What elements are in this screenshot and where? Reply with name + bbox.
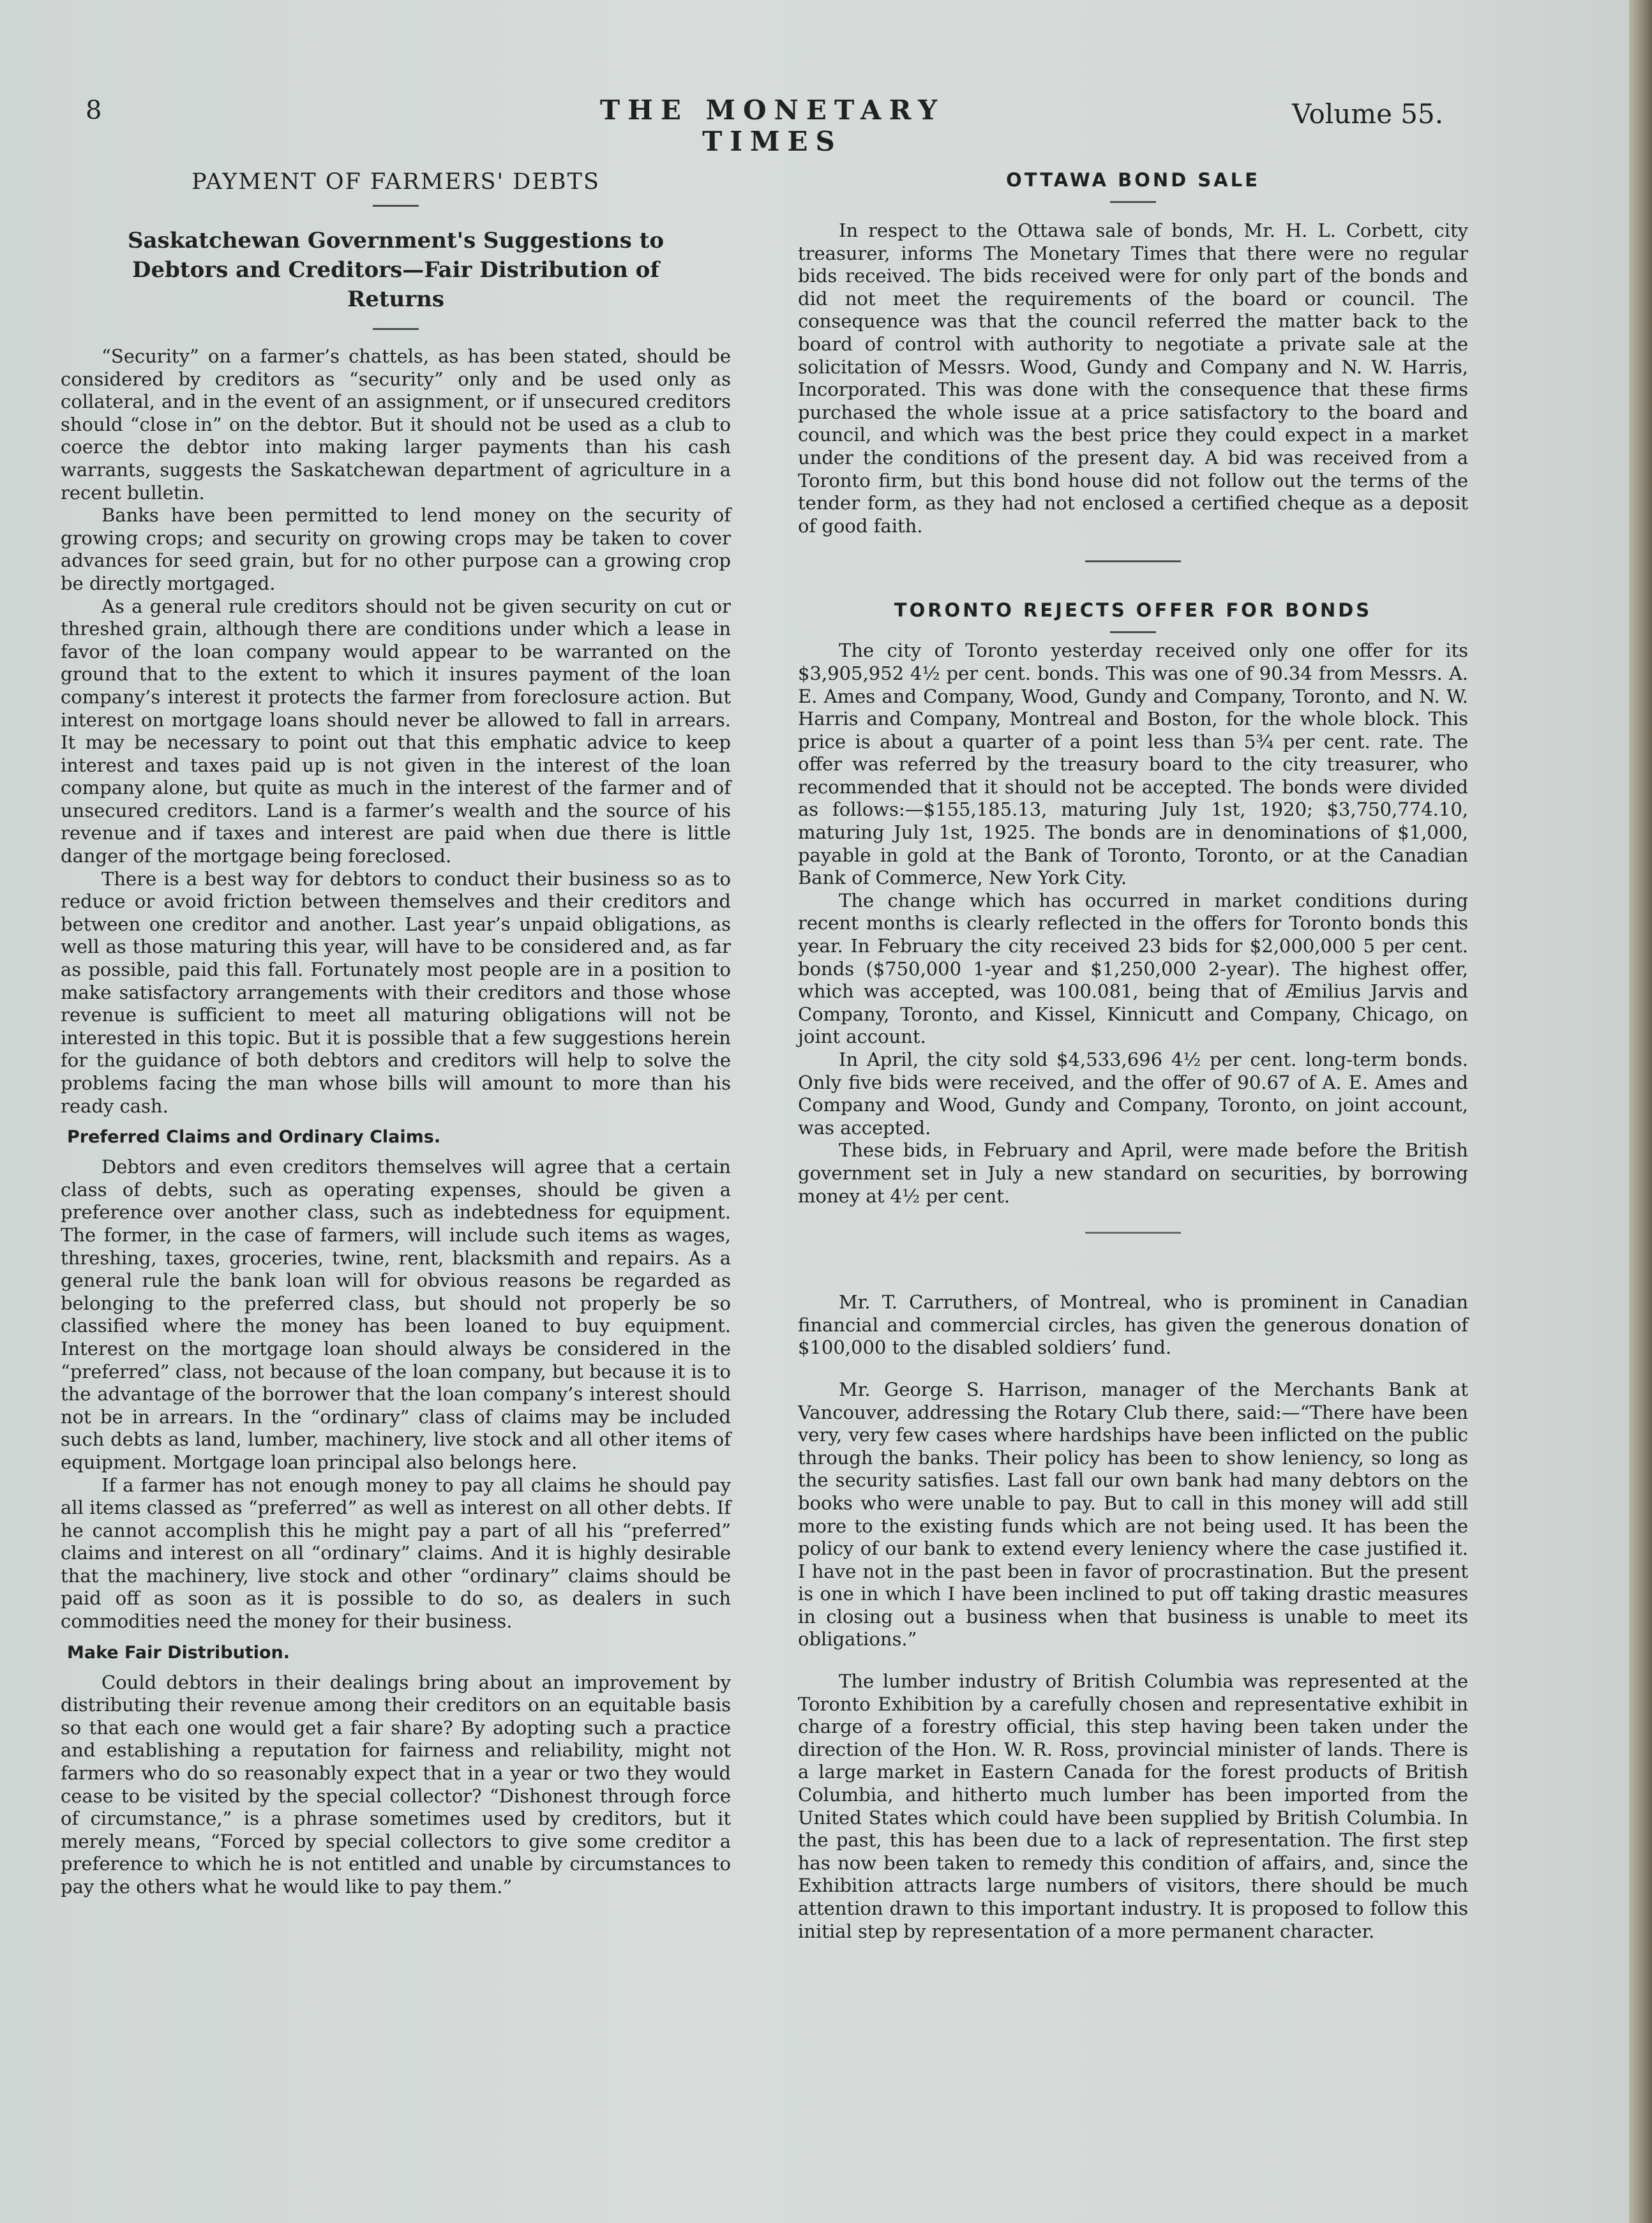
page-edge: [1629, 0, 1652, 2223]
article-body: [61, 345, 731, 1899]
right-column: [798, 169, 1468, 1943]
paragraph: In April, the city sold $4,533,696 4½ per cent. long-term bonds. Only five bids were received, and the offer of 90.67 of A. E. Ames and Company and Wood, Gundy and Company, Toronto, on joint account, was accepted.: [798, 1049, 1468, 1139]
section-title: OTTAWA BOND SALE: [1006, 169, 1260, 191]
paragraph: If a farmer has not enough money to pay all claims he should pay all items classed as “preferred” as well as interest on all other debts. If he cannot accomplish this he might pay a part of all his “preferred” claims and interest on all “ordinary” claims. And it is highly desirable that the machinery, live stock and other “ordinary” claims should be paid off as soon as it is possible to do so, as dealers in such commodities need the money for their business.: [61, 1474, 731, 1633]
paragraph: Could debtors in their dealings bring about an improvement by distributing their revenue among their creditors on an equitable basis so that each one would get a fair share? By adopting such a practice and establishing a reputation for fairness and reliability, might not farmers who do so reasonably expect that in a year or two they would cease to be visited by the special collector? “Dishonest through force of circumstance,” is a phrase sometimes used by creditors, but it merely means, “Forced by special collectors to give some creditor a preference to which he is not entitled and unable by circumstances to pay the others what he would like to pay them.”: [61, 1671, 731, 1897]
news-items: [798, 1291, 1468, 1943]
section-title: TORONTO REJECTS OFFER FOR BONDS: [894, 599, 1372, 622]
article-deck: Saskatchewan Government's Suggestions to Debtors and Creditors—Fair Distribution of Returns: [127, 228, 665, 312]
left-column: [61, 169, 731, 1899]
page-header: [0, 89, 1652, 157]
paragraph: The city of Toronto yesterday received only one offer for its $3,905,952 4½ per cent. bonds. This was one of 90.34 from Messrs. A. E. Ames and Company, Wood, Gundy and Company, Toronto, and N. W. Harris and Company, Montreal and Boston, for the whole block. This price is about a quarter of a point less than 5¾ per cent. rate. The offer was referred by the treasury board to the city treasurer, who recommended that it should not be accepted. The bonds were divided as follows:—$155,185.13, maturing July 1st, 1920; $3,750,774.10, maturing July 1st, 1925. The bonds are in denominations of $1,000, payable in gold at the Bank of Toronto, Toronto, or at the Canadian Bank of Commerce, New York City.: [798, 640, 1468, 889]
section-rule: [1085, 1232, 1181, 1234]
paragraph: These bids, in February and April, were made before the British government set in July a new standard on securities, by borrowing money at 4½ per cent.: [798, 1139, 1468, 1207]
ottawa-body: [798, 220, 1468, 537]
page-number: 8: [86, 96, 102, 125]
paragraph: There is a best way for debtors to conduct their business so as to reduce or avoid friction between themselves and their creditors and between one creditor and another. Last year’s unpaid obligations, as well as those maturing this year, will have to be considered and, as far as possible, paid this fall. Fortunately most people are in a position to make satisfactory arrangements with their creditors and those whose revenue is sufficient to meet all maturing obligations will not be interested in this topic. But it is possible that a few suggestions herein for the guidance of both debtors and creditors will help to solve the problems facing the man whose bills will amount to more than his ready cash.: [61, 867, 731, 1117]
subheading: Make Fair Distribution.: [67, 1642, 290, 1663]
section-rule: [1085, 560, 1181, 562]
article-title: PAYMENT OF FARMERS' DEBTS: [191, 169, 600, 195]
deck-rule: [373, 328, 419, 330]
news-item: Mr. T. Carruthers, of Montreal, who is prominent in Canadian financial and commercial circles, has given the generous donation of $100,000 to the disabled soldiers’ fund.: [798, 1291, 1468, 1359]
paragraph: As a general rule creditors should not be given security on cut or threshed grain, although there are conditions under which a lease in favor of the loan company would appear to be warranted on the ground that to the extent to which it insures payment of the loan company’s interest it protects the farmer from foreclosure action. But interest on mortgage loans should never be allowed to fall in arrears. It may be necessary to point out that this emphatic advice to keep interest and taxes paid up is not given in the interest of the loan company alone, but quite as much in the interest of the farmer and of unsecured creditors. Land is a farmer’s wealth and the source of his revenue and if taxes and interest are paid when due there is little danger of the mortgage being foreclosed.: [61, 595, 731, 867]
paragraph: In respect to the Ottawa sale of bonds, Mr. H. L. Corbett, city treasurer, informs The Monetary Times that there were no regular bids received. The bids received were for only part of the bonds and did not meet the requirements of the board or council. The consequence was that the council referred the matter back to the board of control with authority to negotiate a private sale at the solicitation of Messrs. Wood, Gundy and Company and N. W. Harris, Incorporated. This was done with the consequence that these firms purchased the whole issue at a price satisfactory to the board and council, and which was the best price they could expect in a market under the conditions of the present day. A bid was received from a Toronto firm, but this bond house did not follow out the terms of the tender form, as they had not enclosed a certified cheque as a deposit of good faith.: [798, 220, 1468, 537]
paragraph: The change which has occurred in market conditions during recent months is clearly reflected in the offers for Toronto bonds this year. In February the city received 23 bids for $2,000,000 5 per cent. bonds ($750,000 1-year and $1,250,000 2-year). The highest offer, which was accepted, was 100.081, being that of Æmilius Jarvis and Company, Toronto, and Kissel, Kinnicutt and Company, Chicago, on joint account.: [798, 889, 1468, 1048]
title-rule: [373, 205, 419, 207]
running-title: THE MONETARY TIMES: [599, 94, 945, 157]
news-item: The lumber industry of British Columbia was represented at the Toronto Exhibition by a carefully chosen and representative exhibit in charge of a forestry official, this step having been taken under the direction of the Hon. W. R. Ross, provincial minister of lands. There is a large market in Eastern Canada for the forest products of British Columbia, and hitherto much lumber has been imported from the United States which could have been supplied by British Columbia. In the past, this has been due to a lack of representation. The first step has now been taken to remedy this condition of affairs, and, since the Exhibition attracts large numbers of visitors, there should be much attention drawn to this important industry. It is proposed to follow this initial step by representation of a more permanent character.: [798, 1670, 1468, 1942]
paragraph: Debtors and even creditors themselves will agree that a certain class of debts, such as operating expenses, should be given a preference over another class, such as indebtedness for equipment. The former, in the case of farmers, will include such items as wages, threshing, taxes, groceries, twine, rent, blacksmith and repairs. As a general rule the bank loan will for obvious reasons be regarded as belonging to the preferred class, but should not properly be so classified where the money has been loaned to buy equipment. Interest on the mortgage loan should always be considered in the “preferred” class, not because of the loan company, but because it is to the advantage of the borrower that the loan company’s interest should not be in arrears. In the “ordinary” class of claims may be included such debts as land, lumber, machinery, live stock and all other items of equipment. Mortgage loan principal also belongs here.: [61, 1156, 731, 1473]
title-rule: [1110, 631, 1156, 633]
paragraph: “Security” on a farmer’s chattels, as has been stated, should be considered by creditors as “security” only and be used only as collateral, and in the event of an assignment, or if unsecured creditors should “close in” on the debtor. But it should not be used as a club to coerce the debtor into making larger payments than his cash warrants, suggests the Saskatchewan department of agriculture in a recent bulletin.: [61, 345, 731, 504]
paragraph: Banks have been permitted to lend money on the security of growing crops; and security on growing crops may be taken to cover advances for seed grain, but for no other purpose can a growing crop be directly mortgaged.: [61, 504, 731, 594]
toronto-body: [798, 640, 1468, 1208]
title-rule: [1110, 201, 1156, 203]
subheading: Preferred Claims and Ordinary Claims.: [67, 1127, 441, 1148]
volume-label: Volume 55.: [1292, 98, 1444, 130]
news-item: Mr. George S. Harrison, manager of the Merchants Bank at Vancouver, addressing the Rotary Club there, said:—“There have been very, very few cases where hardships have been inflicted on the public through the banks. Their policy has been to show leniency, so long as the security satisfies. Last fall our own bank had many debtors on the books who were unable to pay. But to call in this money will add still more to the existing funds which are not being used. It has been the policy of our bank to extend every leniency where the case justified it. I have not in the past been in favor of procrastination. But the present is one in which I have been inclined to put off taking drastic measures in closing out a business when that business is unable to meet its obligations.”: [798, 1378, 1468, 1650]
